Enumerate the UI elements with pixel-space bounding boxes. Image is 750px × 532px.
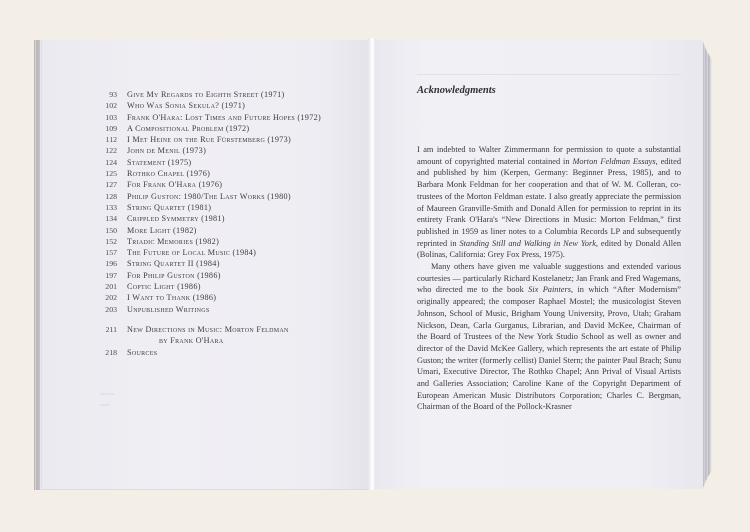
toc-page-number: 150 bbox=[105, 225, 117, 235]
toc-page-number: 93 bbox=[109, 90, 117, 99]
text-run: edited and published by him (Kerpen, Germany: Beginner Press, 1985), and to Barbara Monk Feldman for her cooperation and that of W. M. Colleran, co-trustees of the Morton Feldman estate. I also greatly appreciate the permission of Maureen Granville-Smith and Donald Allen for permission to reprint in its entirety Frank O'Hara's “New Directions in Music: Morton Feldman,” first published in 1959 as liner notes to a Columbia Records LP and subsequently reprinted in bbox=[417, 156, 681, 248]
toc-page-number: 127 bbox=[105, 180, 117, 190]
toc-entry bbox=[95, 168, 355, 179]
toc-entry bbox=[95, 134, 355, 145]
toc-title-continuation: by Frank O'Hara bbox=[159, 336, 224, 346]
toc-entry bbox=[95, 89, 355, 100]
text-run: in which “After Modernism” originally appeared; the composer Raphael Mostel; the musicologist Steven Johnson, School of Music, Brigham Young University, Provo, Utah; Graham Nickson, Dean, Carla Gurganus, Librarian, and David McKee, Chairman of the Board of Trustees of the New York Studio School as well as owner and director of the David McKee Gallery, which represents the art estate of Philip Guston; the writer (formerly cellist) Daniel Stern; the painter Paul Brach; Sunu Umari, Executive Director, The Rothko Chapel; Ann Prival of Visual Artists and Galleries Association; Caroline Kane of the Copyright Department of European American Music Distributors Corporation; Charles C. Bergman, Chairman of the Board of the Pollock-Krasner bbox=[417, 285, 681, 412]
left-page-edges bbox=[34, 40, 42, 490]
toc-entry bbox=[95, 145, 355, 156]
toc-title: Philip Guston: 1980/The Last Works (1980) bbox=[127, 191, 291, 201]
show-through-running-head bbox=[417, 73, 681, 75]
toc-title: Crippled Symmetry (1981) bbox=[127, 214, 225, 224]
paragraph bbox=[417, 144, 681, 261]
toc-page-number: 112 bbox=[105, 135, 117, 145]
toc-entry bbox=[95, 202, 355, 213]
acknowledgments-body bbox=[417, 144, 681, 413]
toc-title: Sources bbox=[127, 347, 158, 357]
toc-entry bbox=[95, 225, 355, 236]
book-title-italic: Morton Feldman Essays, bbox=[572, 156, 658, 166]
toc-entry bbox=[95, 213, 355, 224]
paragraph bbox=[417, 261, 681, 413]
toc-page-number: 201 bbox=[105, 282, 117, 292]
toc-title: For Frank O'Hara (1976) bbox=[127, 180, 223, 190]
toc-page-number: 157 bbox=[105, 248, 117, 258]
acknowledgments-heading: Acknowledgments bbox=[417, 85, 496, 96]
toc-entry bbox=[95, 292, 355, 303]
toc-entry bbox=[95, 100, 355, 111]
toc-title: Give My Regards to Eighth Street (1971) bbox=[127, 90, 285, 99]
book-title-italic: Standing Still and Walking in New York, bbox=[459, 238, 598, 248]
toc-title: Who Was Sonia Sekula? (1971) bbox=[127, 101, 246, 111]
table-of-contents bbox=[95, 89, 355, 358]
toc-page-number: 128 bbox=[105, 191, 117, 201]
toc-title: I Met Heine on the Rue Fürstemberg (1973) bbox=[127, 135, 292, 145]
toc-page-number: 103 bbox=[105, 112, 117, 122]
toc-title: Triadic Memories (1982) bbox=[127, 236, 220, 246]
right-page-edges bbox=[703, 42, 712, 488]
toc-page-number: 125 bbox=[105, 169, 117, 179]
text-run: edited by Donald Allen (Bolinas, California: Grey Fox Press, 1975). bbox=[417, 238, 681, 260]
toc-entry-continuation bbox=[95, 335, 355, 346]
toc-title: Frank O'Hara: Lost Times and Future Hopes (1972) bbox=[127, 112, 322, 122]
toc-title: A Compositional Problem (1972) bbox=[127, 123, 250, 133]
toc-title: John de Menil (1973) bbox=[127, 146, 207, 156]
toc-page-number: 102 bbox=[105, 101, 117, 111]
toc-entry bbox=[95, 281, 355, 292]
toc-entry bbox=[95, 157, 355, 168]
toc-title: Rothko Chapel (1976) bbox=[127, 169, 211, 179]
toc-entry bbox=[95, 112, 355, 123]
toc-page-number: 202 bbox=[105, 293, 117, 303]
toc-title: String Quartet II (1984) bbox=[127, 259, 220, 269]
toc-title: The Future of Local Music (1984) bbox=[127, 248, 257, 258]
toc-page-number: 218 bbox=[105, 347, 117, 357]
toc-page-number: 197 bbox=[105, 270, 117, 280]
toc-title: Coptic Light (1986) bbox=[127, 282, 201, 292]
toc-title: Statement (1975) bbox=[127, 157, 192, 167]
toc-page-number: 152 bbox=[105, 236, 117, 246]
toc-title: New Directions in Music: Morton Feldman bbox=[127, 324, 289, 334]
toc-entry bbox=[95, 258, 355, 269]
toc-spacer bbox=[95, 315, 355, 324]
toc-entry bbox=[95, 324, 355, 335]
toc-entry bbox=[95, 123, 355, 134]
toc-title: For Philip Guston (1986) bbox=[127, 270, 221, 280]
toc-page-number: 211 bbox=[105, 324, 117, 334]
toc-page-number: 203 bbox=[105, 304, 117, 314]
toc-entry bbox=[95, 236, 355, 247]
toc-title: Unpublished Writings bbox=[127, 304, 210, 314]
toc-page-number: 196 bbox=[105, 259, 117, 269]
toc-page-number: 109 bbox=[105, 123, 117, 133]
book-title-italic: Six Painters, bbox=[528, 285, 574, 295]
show-through-mark bbox=[100, 404, 110, 406]
toc-page-number: 133 bbox=[105, 202, 117, 212]
toc-entry bbox=[95, 347, 355, 358]
toc-entry bbox=[95, 304, 355, 315]
toc-page-number: 124 bbox=[105, 157, 117, 167]
toc-title: More Light (1982) bbox=[127, 225, 197, 235]
toc-entry bbox=[95, 247, 355, 258]
text-run: Many others have given me valuable suggestions and extended various courtesies — particularly Richard Kostelanetz; Jan Frank and Fred Wagemans, who directed me to the book bbox=[417, 262, 681, 295]
toc-entry bbox=[95, 270, 355, 281]
toc-page-number: 122 bbox=[105, 146, 117, 156]
text-run: I am indebted to Walter Zimmermann for permission to quote a substantial amount of copyrighted material contained in bbox=[417, 145, 681, 166]
toc-entry bbox=[95, 191, 355, 202]
toc-title: I Want to Thank (1986) bbox=[127, 293, 217, 303]
toc-title: String Quartet (1981) bbox=[127, 202, 212, 212]
show-through-mark bbox=[100, 393, 114, 395]
toc-entry bbox=[95, 179, 355, 190]
toc-page-number: 134 bbox=[105, 214, 117, 224]
